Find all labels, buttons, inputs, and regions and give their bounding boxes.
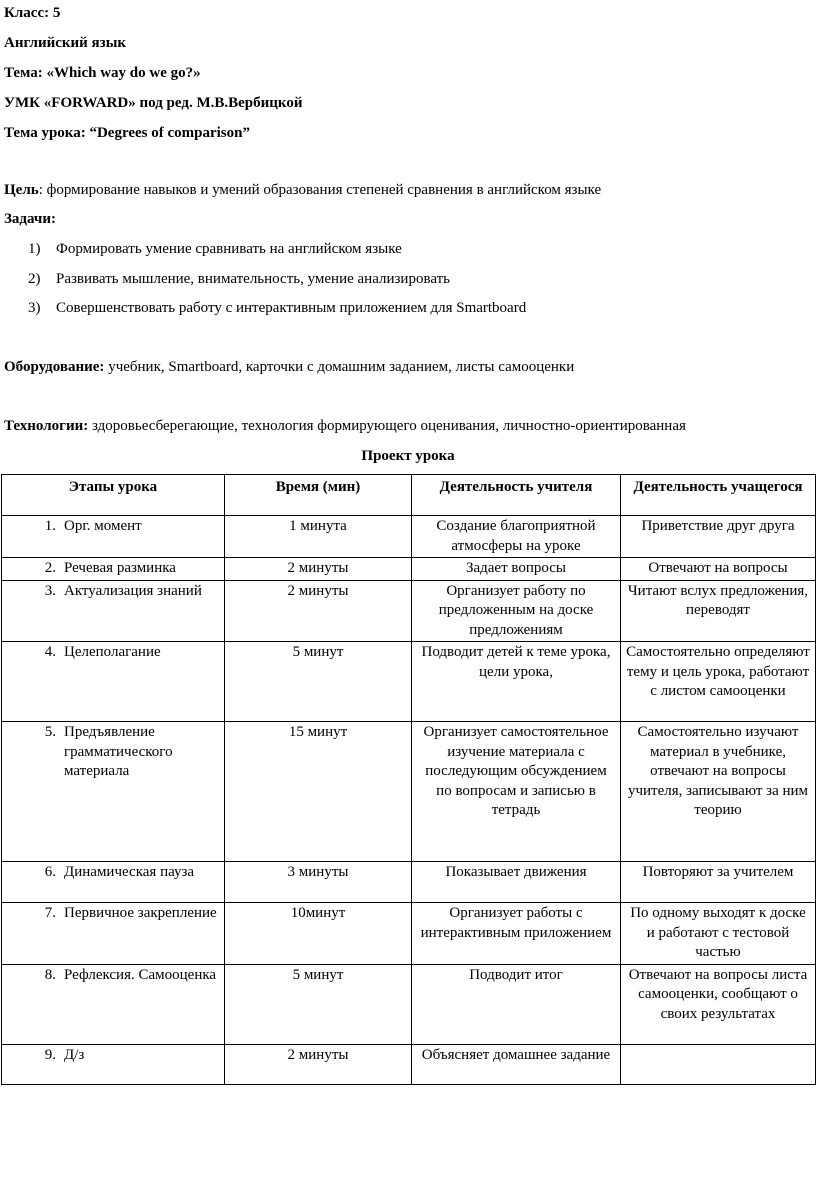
task-number: 2) — [28, 271, 41, 287]
equipment-paragraph — [4, 358, 574, 376]
header-teacher-activity: Деятельность учителя — [412, 475, 621, 516]
task-text: Формировать умение сравнивать на английском языке — [56, 241, 402, 257]
student-activity-cell — [621, 1044, 816, 1084]
lesson-plan-table — [1, 474, 816, 1085]
stage-number: 6. — [44, 864, 56, 880]
goal-label: Цель — [4, 182, 39, 198]
task-item — [28, 299, 526, 317]
student-activity-cell: Самостоятельно определяют тему и цель урока, работают с листом самооценки — [621, 642, 816, 722]
stage-number: 3. — [44, 582, 56, 599]
student-activity-cell: Повторяют за учителем — [621, 862, 816, 903]
table-row — [2, 862, 816, 903]
task-text: Развивать мышление, внимательность, умение анализировать — [56, 271, 451, 287]
teacher-activity-cell: Создание благоприятной атмосферы на уроке — [412, 516, 621, 558]
task-item — [28, 270, 450, 288]
student-activity-cell: По одному выходят к доске и работают с тестовой частью — [621, 903, 816, 965]
stage-number: 9. — [44, 1046, 56, 1063]
tasks-label: Задачи: — [4, 211, 57, 227]
technologies-text: здоровьесберегающие, технология формирующего оценивания, личностно-ориентированная — [88, 418, 686, 434]
stage-name: Речевая разминка — [64, 560, 176, 576]
stage-cell — [2, 1044, 225, 1084]
task-item — [28, 240, 402, 258]
stage-number: 5. — [44, 724, 56, 740]
teacher-activity-cell: Задает вопросы — [412, 558, 621, 581]
stage-name: Динамическая пауза — [64, 864, 195, 880]
header-student-activity: Деятельность учащегося — [621, 475, 816, 516]
teacher-activity-cell: Организует работы с интерактивным приложением — [412, 903, 621, 965]
teacher-activity-cell: Показывает движения — [412, 862, 621, 903]
stage-name: Первичное закрепление — [64, 905, 217, 921]
student-activity-cell: Отвечают на вопросы листа самооценки, сообщают о своих результатах — [621, 964, 816, 1044]
stage-name: Актуализация знаний — [64, 582, 202, 599]
task-number: 1) — [28, 241, 41, 257]
table-row — [2, 516, 816, 558]
teacher-activity-cell: Объясняет домашнее задание — [412, 1044, 621, 1084]
task-number: 3) — [28, 300, 41, 316]
stage-cell — [2, 516, 225, 558]
stage-number: 7. — [44, 905, 56, 921]
equipment-text: учебник, Smartboard, карточки с домашним заданием, листы самооценки — [104, 359, 575, 375]
table-row — [2, 1044, 816, 1084]
stage-name: Рефлексия. Самооценка — [64, 966, 217, 983]
student-activity-cell: Приветствие друг друга — [621, 516, 816, 558]
table-row — [2, 642, 816, 722]
stage-name: Предъявление грамматического материала — [64, 724, 173, 779]
time-cell: 3 минуты — [225, 862, 412, 903]
stage-number: 1. — [44, 518, 56, 534]
table-row — [2, 580, 816, 642]
stage-cell — [2, 964, 225, 1044]
goal-paragraph — [4, 181, 601, 199]
time-cell: 1 минута — [225, 516, 412, 558]
header-time: Время (мин) — [225, 475, 412, 516]
umk-line: УМК «FORWARD» под ред. М.В.Вербицкой — [4, 95, 303, 111]
teacher-activity-cell: Подводит итог — [412, 964, 621, 1044]
goal-text: : формирование навыков и умений образования степеней сравнения в английском языке — [38, 182, 602, 198]
table-row — [2, 722, 816, 862]
time-cell: 15 минут — [225, 722, 412, 862]
time-cell: 2 минуты — [225, 1044, 412, 1084]
stage-cell — [2, 558, 225, 581]
project-title: Проект урока — [361, 448, 455, 464]
technologies-label: Технологии: — [4, 418, 89, 434]
time-cell: 5 минут — [225, 964, 412, 1044]
student-activity-cell: Самостоятельно изучают материал в учебнике, отвечают на вопросы учителя, записывают за ним теорию — [621, 722, 816, 862]
lesson-theme-line: Тема урока: “Degrees of comparison” — [4, 125, 250, 141]
time-cell: 2 минуты — [225, 558, 412, 581]
task-text: Совершенствовать работу с интерактивным приложением для Smartboard — [56, 300, 527, 316]
stage-number: 2. — [44, 560, 56, 576]
stage-cell — [2, 642, 225, 722]
table-row — [2, 903, 816, 965]
teacher-activity-cell: Организует самостоятельное изучение материала с последующим обсуждением по вопросам и записью в тетрадь — [412, 722, 621, 862]
stage-name: Орг. момент — [64, 518, 142, 534]
table-row — [2, 558, 816, 581]
table-header-row — [2, 475, 816, 516]
stage-name: Целеполагание — [64, 644, 161, 660]
stage-cell — [2, 903, 225, 965]
stage-cell — [2, 862, 225, 903]
teacher-activity-cell: Подводит детей к теме урока, цели урока, — [412, 642, 621, 722]
subject-line: Английский язык — [4, 35, 127, 51]
time-cell: 5 минут — [225, 642, 412, 722]
time-cell: 10минут — [225, 903, 412, 965]
equipment-label: Оборудование: — [4, 359, 105, 375]
teacher-activity-cell: Организует работу по предложенным на доске предложениям — [412, 580, 621, 642]
theme-line: Тема: «Which way do we go?» — [4, 65, 201, 81]
class-line: Класс: 5 — [4, 5, 61, 21]
stage-cell — [2, 722, 225, 862]
technologies-paragraph — [4, 417, 686, 435]
student-activity-cell: Читают вслух предложения, переводят — [621, 580, 816, 642]
stage-number: 4. — [44, 644, 56, 660]
stage-cell — [2, 580, 225, 642]
header-stages: Этапы урока — [2, 475, 225, 516]
stage-name: Д/з — [64, 1046, 85, 1063]
stage-number: 8. — [44, 966, 56, 983]
student-activity-cell: Отвечают на вопросы — [621, 558, 816, 581]
table-row — [2, 964, 816, 1044]
time-cell: 2 минуты — [225, 580, 412, 642]
